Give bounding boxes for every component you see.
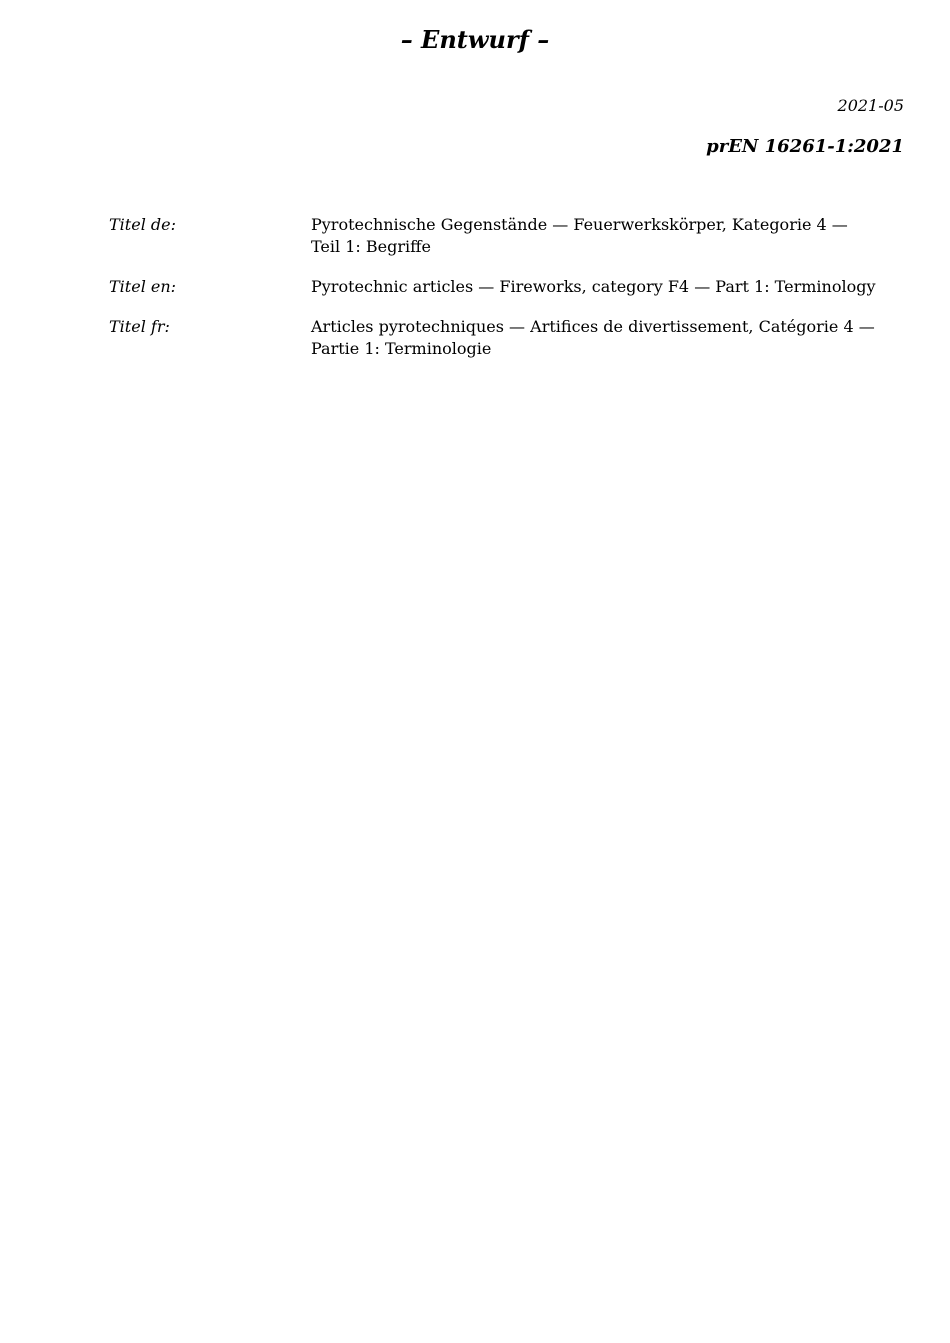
title-label: Titel fr:: [109, 317, 170, 336]
titles-table: [109, 214, 909, 378]
title-text: Pyrotechnische Gegenstände — Feuerwerkskörper, Kategorie 4 — Teil 1: Begriffe: [311, 215, 848, 256]
document-date: 2021-05: [837, 96, 904, 115]
title-row-en: [109, 276, 909, 298]
title-label: Titel en:: [109, 277, 177, 296]
title-label: Titel de:: [109, 215, 176, 234]
title-text: Pyrotechnic articles — Fireworks, category F4 — Part 1: Terminology: [311, 277, 876, 296]
page-title: – Entwurf –: [400, 25, 550, 54]
title-row-fr: [109, 316, 909, 360]
title-text: Articles pyrotechniques — Artifices de divertissement, Catégorie 4 — Partie 1: Terminologie: [311, 317, 875, 358]
document-number: prEN 16261-1:2021: [706, 136, 904, 157]
title-row-de: [109, 214, 909, 258]
